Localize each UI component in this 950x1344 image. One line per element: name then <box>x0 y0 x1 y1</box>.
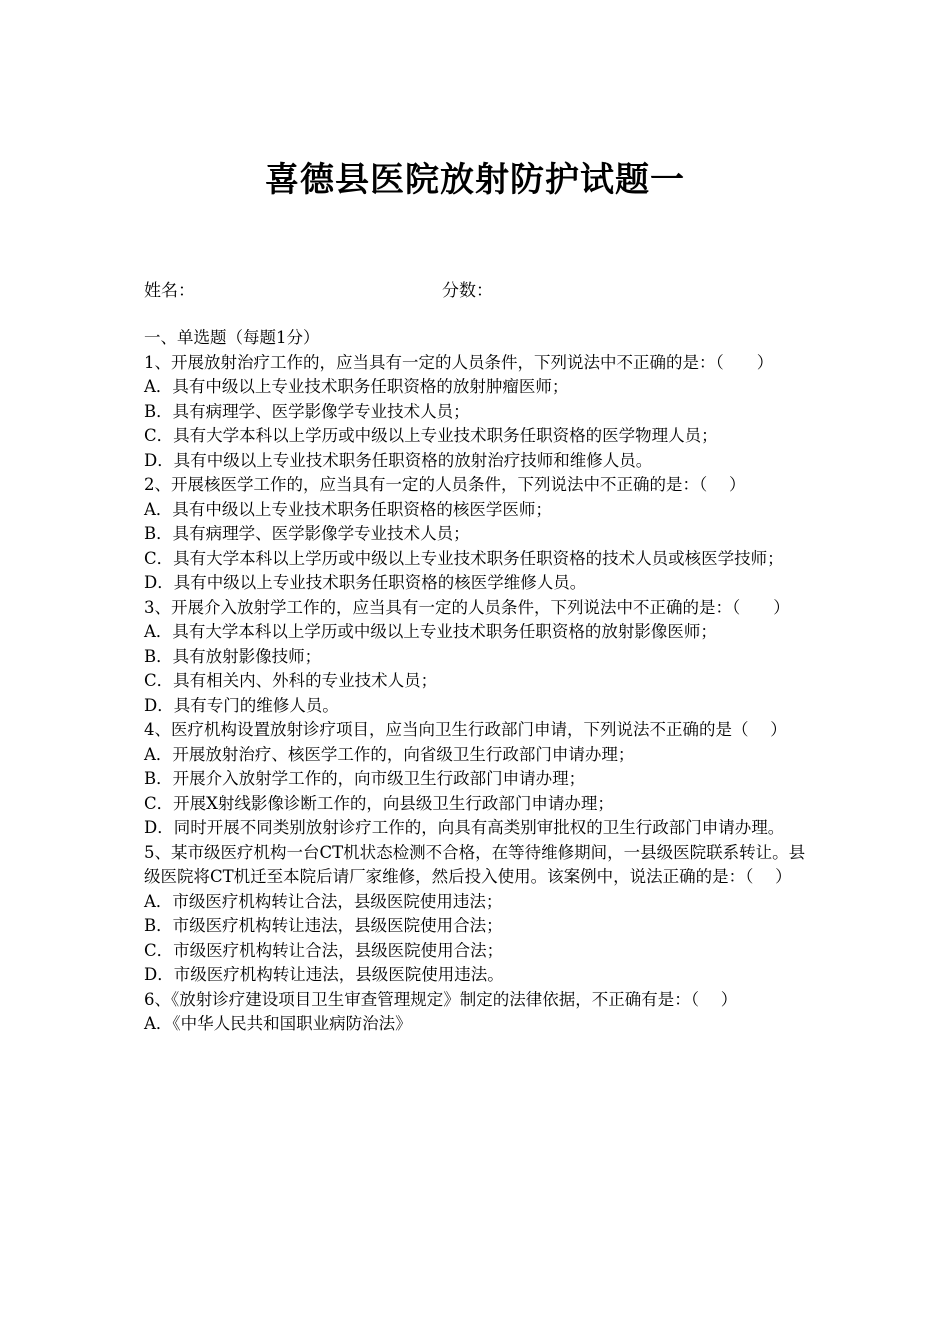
question-stem: 3、开展介入放射学工作的，应当具有一定的人员条件，下列说法中不正确的是：（ ） <box>144 597 790 617</box>
question-1 <box>144 351 810 474</box>
option-c: C．具有大学本科以上学历或中级以上专业技术职务任职资格的医学物理人员； <box>144 426 718 445</box>
option-c: C．市级医疗机构转让合法，县级医院使用合法； <box>144 940 504 960</box>
option-b: B．具有病理学、医学影像学专业技术人员； <box>144 524 470 543</box>
score-label: 分数： <box>442 281 493 301</box>
name-label: 姓名： <box>144 281 195 301</box>
question-stem: 1、开展放射治疗工作的，应当具有一定的人员条件，下列说法中不正确的是：（ ） <box>144 352 774 372</box>
option-d: D．具有中级以上专业技术职务任职资格的核医学维修人员。 <box>144 573 587 592</box>
option-b: B．市级医疗机构转让违法，县级医院使用合法； <box>144 916 503 935</box>
option-c: C．具有相关内、外科的专业技术人员； <box>144 671 438 690</box>
option-a: A．具有中级以上专业技术职务任职资格的放射肿瘤医师； <box>144 377 569 396</box>
option-d: D．具有中级以上专业技术职务任职资格的放射治疗技师和维修人员。 <box>144 450 653 470</box>
option-d: D．市级医疗机构转让违法，县级医院使用违法。 <box>144 965 504 984</box>
question-content <box>144 326 810 1037</box>
option-c: C．开展X射线影像诊断工作的，向县级卫生行政部门申请办理； <box>144 793 614 813</box>
option-a: A．开展放射治疗、核医学工作的，向省级卫生行政部门申请办理； <box>144 744 635 764</box>
question-2 <box>144 473 810 596</box>
option-d: D．同时开展不同类别放射诊疗工作的，向具有高类别审批权的卫生行政部门申请办理。 <box>144 818 785 837</box>
option-a: A．具有大学本科以上学历或中级以上专业技术职务任职资格的放射影像医师； <box>144 622 717 641</box>
option-c: C．具有大学本科以上学历或中级以上专业技术职务任职资格的技术人员或核医学技师； <box>144 548 784 568</box>
option-a: A．《中华人民共和国职业病防治法》 <box>144 1014 412 1033</box>
section-heading: 一、单选题（每题1分） <box>144 328 320 347</box>
question-4 <box>144 718 810 841</box>
option-b: B．开展介入放射学工作的，向市级卫生行政部门申请办理； <box>144 769 586 788</box>
option-b: B．具有放射影像技师； <box>144 646 322 666</box>
option-a: A．具有中级以上专业技术职务任职资格的核医学医师； <box>144 499 552 519</box>
info-row <box>144 278 824 304</box>
question-stem: 5、某市级医疗机构一台CT机状态检测不合格，在等待维修期间，一县级医院联系转让。县级医院将CT机迁至本院后请厂家维修，然后投入使用。该案例中，说法正确的是：（ ） <box>144 842 806 886</box>
option-d: D．具有专门的维修人员。 <box>144 695 339 715</box>
option-b: B．具有病理学、医学影像学专业技术人员； <box>144 401 470 421</box>
question-stem: 2、开展核医学工作的，应当具有一定的人员条件，下列说法中不正确的是：（ ） <box>144 475 746 494</box>
question-6 <box>144 988 810 1037</box>
document-title: 喜德县医院放射防护试题一 <box>265 160 685 200</box>
option-a: A．市级医疗机构转让合法，县级医院使用违法； <box>144 891 503 911</box>
question-stem: 4、医疗机构设置放射诊疗项目，应当向卫生行政部门申请，下列说法不正确的是（ ） <box>144 720 787 739</box>
question-stem: 6、《放射诊疗建设项目卫生审查管理规定》制定的法律依据，不正确有是：（ ） <box>144 989 738 1009</box>
question-3 <box>144 596 810 719</box>
question-5 <box>144 841 810 988</box>
